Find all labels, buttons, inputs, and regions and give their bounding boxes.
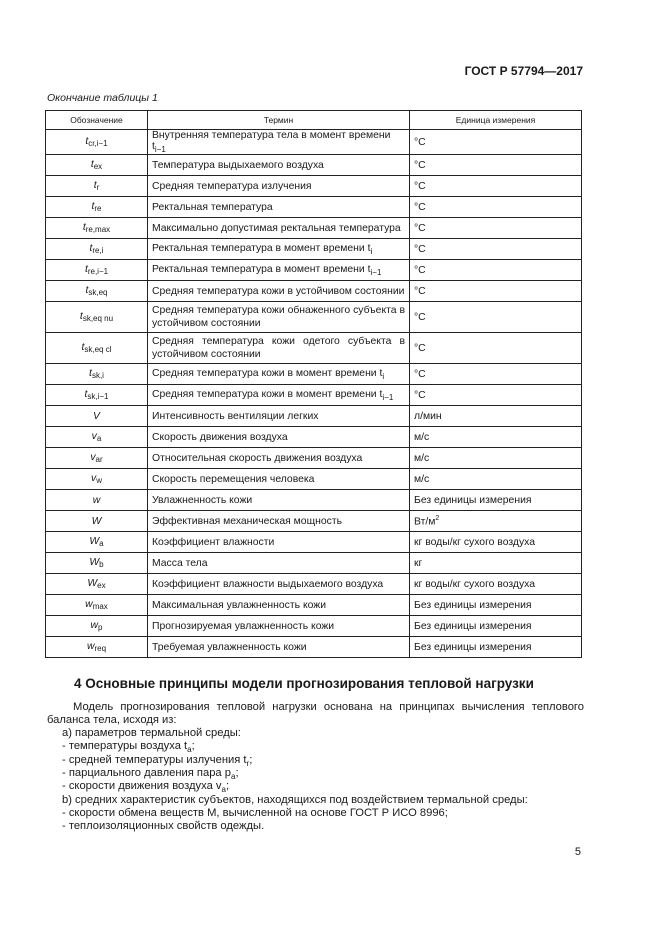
symbol-cell: $v_a$ xyxy=(46,427,148,448)
unit-cell: °C xyxy=(410,364,582,385)
list-item: - парциального давления пара $p_a$; xyxy=(62,766,239,782)
term-cell: Эффективная механическая мощность xyxy=(148,511,410,532)
unit-cell: кг xyxy=(410,553,582,574)
column-header-symbol: Обозначение xyxy=(46,111,148,130)
table-row xyxy=(46,637,582,658)
term-cell: Средняя температура кожи обнаженного субъекта в устойчивом состоянии xyxy=(148,302,410,333)
unit-cell: кг воды/кг сухого воздуха xyxy=(410,574,582,595)
unit-cell: Без единицы измерения xyxy=(410,616,582,637)
unit-cell: °C xyxy=(410,155,582,176)
symbol-cell: $w_{max}$ xyxy=(46,595,148,616)
section-heading: 4 Основные принципы модели прогнозирования тепловой нагрузки xyxy=(74,676,534,691)
term-cell: Требуемая увлажненность кожи xyxy=(148,637,410,658)
term-cell: Скорость движения воздуха xyxy=(148,427,410,448)
table-row xyxy=(46,406,582,427)
unit-cell: °C xyxy=(410,333,582,364)
table-row xyxy=(46,302,582,333)
table-row xyxy=(46,333,582,364)
term-cell: Средняя температура кожи одетого субъекта в устойчивом состоянии xyxy=(148,333,410,364)
page-number: 5 xyxy=(574,846,581,858)
table-row xyxy=(46,427,582,448)
symbol-cell: $w_p$ xyxy=(46,616,148,637)
symbol-cell: $W_a$ xyxy=(46,532,148,553)
symbol-cell: $t_{sk,eq nu}$ xyxy=(46,302,148,333)
term-cell: Ректальная температура в момент времени $t_{i-1}$ xyxy=(148,260,410,281)
symbol-cell: $t_{re}$ xyxy=(46,197,148,218)
term-cell: Средняя температура кожи в момент времени $t_i$ xyxy=(148,364,410,385)
term-cell: Интенсивность вентиляции легких xyxy=(148,406,410,427)
term-cell: Коэффициент влажности xyxy=(148,532,410,553)
symbol-cell: $t_{sk,i}$ xyxy=(46,364,148,385)
table-caption: Окончание таблицы 1 xyxy=(47,92,158,104)
column-header-unit: Единица измерения xyxy=(410,111,582,130)
term-cell: Максимально допустимая ректальная температура xyxy=(148,218,410,239)
list-item: b) средних характеристик субъектов, находящихся под воздействием термальной среды: xyxy=(62,793,528,806)
symbol-cell: V xyxy=(46,406,148,427)
unit-cell: Без единицы измерения xyxy=(410,490,582,511)
symbol-cell: $w_{req}$ xyxy=(46,637,148,658)
table-row xyxy=(46,595,582,616)
table-row xyxy=(46,448,582,469)
term-cell: Ректальная температура xyxy=(148,197,410,218)
symbol-cell: $t_{re,i-1}$ xyxy=(46,260,148,281)
table-row xyxy=(46,260,582,281)
symbol-cell: $t_{cr,i-1}$ xyxy=(46,130,148,155)
term-cell: Ректальная температура в момент времени $t_i$ xyxy=(148,239,410,260)
table-row xyxy=(46,574,582,595)
table-row xyxy=(46,281,582,302)
symbol-cell: $t_{ex}$ xyxy=(46,155,148,176)
symbol-cell: $t_{re,max}$ xyxy=(46,218,148,239)
term-cell: Средняя температура кожи в момент времени $t_{i-1}$ xyxy=(148,385,410,406)
unit-cell: Без единицы измерения xyxy=(410,637,582,658)
list-item: - теплоизоляционных свойств одежды. xyxy=(62,820,265,833)
list-item: а) параметров термальной среды: xyxy=(62,727,241,739)
term-cell: Средняя температура кожи в устойчивом состоянии xyxy=(148,281,410,302)
term-cell: Максимальная увлажненность кожи xyxy=(148,595,410,616)
unit-cell: °C xyxy=(410,239,582,260)
table-header-row xyxy=(46,111,582,130)
unit-cell: Без единицы измерения xyxy=(410,595,582,616)
table-row xyxy=(46,616,582,637)
symbol-cell: $t_r$ xyxy=(46,176,148,197)
symbol-cell: $t_{re,i}$ xyxy=(46,239,148,260)
table-row xyxy=(46,239,582,260)
unit-cell: $Вт/м^2$ xyxy=(410,511,582,532)
unit-cell: кг воды/кг сухого воздуха xyxy=(410,532,582,553)
section-intro-paragraph: Модель прогнозирования тепловой нагрузки основана на принципах вычисления теплового баланса тела, исходя из: xyxy=(47,701,584,726)
symbol-cell: $v_{ar}$ xyxy=(46,448,148,469)
unit-cell: м/с xyxy=(410,427,582,448)
unit-cell: °C xyxy=(410,385,582,406)
table-row xyxy=(46,364,582,385)
list-item: - температуры воздуха $t_a$; xyxy=(62,740,195,755)
unit-cell: °C xyxy=(410,260,582,281)
unit-cell: °C xyxy=(410,218,582,239)
term-cell: Внутренняя температура тела в момент времени $t_{i-1}$ xyxy=(148,130,410,155)
symbol-cell: w xyxy=(46,490,148,511)
list-item: - скорости движения воздуха $v_a$; xyxy=(62,780,230,795)
term-cell: Увлажненность кожи xyxy=(148,490,410,511)
term-cell: Средняя температура излучения xyxy=(148,176,410,197)
table-row xyxy=(46,218,582,239)
column-header-term: Термин xyxy=(148,111,410,130)
term-cell: Температура выдыхаемого воздуха xyxy=(148,155,410,176)
term-cell: Масса тела xyxy=(148,553,410,574)
symbol-cell: W xyxy=(46,511,148,532)
table-row xyxy=(46,490,582,511)
list-item: - средней температуры излучения $t_r$; xyxy=(62,753,253,768)
symbol-cell: $t_{sk,eq}$ xyxy=(46,281,148,302)
symbol-cell: $W_b$ xyxy=(46,553,148,574)
table-row xyxy=(46,553,582,574)
table-row xyxy=(46,511,582,532)
unit-cell: °C xyxy=(410,302,582,333)
terms-table xyxy=(45,110,582,658)
unit-cell: °C xyxy=(410,176,582,197)
symbol-cell: $t_{sk,eq cl}$ xyxy=(46,333,148,364)
table-row xyxy=(46,176,582,197)
term-cell: Коэффициент влажности выдыхаемого воздуха xyxy=(148,574,410,595)
symbol-cell: $t_{sk,i-1}$ xyxy=(46,385,148,406)
term-cell: Относительная скорость движения воздуха xyxy=(148,448,410,469)
table-row xyxy=(46,469,582,490)
table-row xyxy=(46,130,582,155)
unit-cell: °C xyxy=(410,281,582,302)
unit-cell: л/мин xyxy=(410,406,582,427)
table-row xyxy=(46,155,582,176)
table-row xyxy=(46,532,582,553)
unit-cell: °C xyxy=(410,130,582,155)
unit-cell: м/с xyxy=(410,448,582,469)
unit-cell: °C xyxy=(410,197,582,218)
symbol-cell: $W_{ex}$ xyxy=(46,574,148,595)
document-header: ГОСТ Р 57794—2017 xyxy=(464,64,583,78)
table-row xyxy=(46,385,582,406)
table-row xyxy=(46,197,582,218)
list-item: - скорости обмена веществ M, вычисленной на основе ГОСТ Р ИСО 8996; xyxy=(62,806,448,819)
unit-cell: м/с xyxy=(410,469,582,490)
symbol-cell: $v_w$ xyxy=(46,469,148,490)
term-cell: Прогнозируемая увлажненность кожи xyxy=(148,616,410,637)
term-cell: Скорость перемещения человека xyxy=(148,469,410,490)
